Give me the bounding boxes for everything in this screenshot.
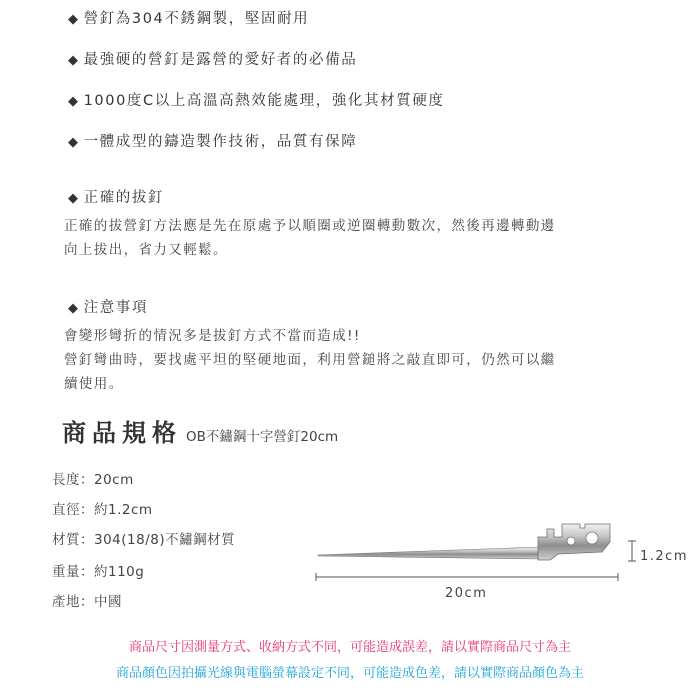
stake-icon bbox=[318, 524, 610, 560]
length-dimension-line bbox=[316, 573, 618, 581]
spec-row: 長度：20cm bbox=[52, 472, 134, 488]
spec-title: 商品規格 bbox=[62, 419, 182, 447]
diamond-bullet-icon: ◆ bbox=[68, 135, 80, 150]
color-notice: 商品顏色因拍攝光線與電腦螢幕設定不同，可能造成色差，請以實際商品顏色為主 bbox=[115, 666, 584, 681]
feature-item: ◆ 最強硬的營釘是露營的愛好者的必備品 bbox=[68, 52, 358, 68]
spec-product-name: OB不鏽鋼十字營釘20cm bbox=[186, 429, 339, 445]
removal-heading: ◆ 正確的拔釘 bbox=[68, 190, 165, 206]
spec-value: 約110g bbox=[94, 564, 145, 580]
spec-label: 材質 bbox=[52, 532, 80, 548]
notes-line: 會變形彎折的情況多是拔釘方式不當而造成!! bbox=[64, 328, 361, 344]
diamond-bullet-icon: ◆ bbox=[68, 12, 80, 27]
spec-value: 20cm bbox=[94, 472, 134, 488]
notes-line: 營釘彎曲時，要找處平坦的堅硬地面，利用營鎚將之敲直即可，仍然可以繼 bbox=[64, 352, 556, 368]
feature-item: ◆ 一體成型的鑄造製作技術，品質有保障 bbox=[68, 134, 358, 150]
spec-label: 直徑 bbox=[52, 502, 80, 518]
diamond-bullet-icon: ◆ bbox=[68, 301, 80, 316]
spec-label: 長度 bbox=[52, 472, 80, 488]
diamond-bullet-icon: ◆ bbox=[68, 53, 80, 68]
feature-item: ◆ 營釘為304不銹鋼製，堅固耐用 bbox=[68, 11, 310, 27]
notes-line: 續使用。 bbox=[64, 376, 124, 392]
spec-label: 重量 bbox=[52, 564, 80, 580]
length-label: 20cm bbox=[445, 586, 488, 601]
diameter-label: 1.2cm bbox=[640, 549, 688, 564]
diamond-bullet-icon: ◆ bbox=[68, 191, 80, 206]
removal-line: 正確的拔營釘方法應是先在原處予以順圈或逆圈轉動數次，然後再邊轉動邊 bbox=[64, 218, 556, 234]
spec-value: 中國 bbox=[94, 594, 122, 610]
diameter-bracket bbox=[628, 541, 636, 561]
spec-row: 直徑：約1.2cm bbox=[52, 502, 153, 518]
removal-line: 向上拔出，省力又輕鬆。 bbox=[64, 242, 228, 258]
notes-heading: ◆ 注意事項 bbox=[68, 300, 149, 316]
spec-value: 約1.2cm bbox=[94, 502, 153, 518]
spec-row: 重量：約110g bbox=[52, 564, 145, 580]
spec-row: 材質：304(18/8)不鏽鋼材質 bbox=[52, 532, 236, 548]
spec-label: 產地 bbox=[52, 594, 80, 610]
diamond-bullet-icon: ◆ bbox=[68, 94, 80, 109]
size-notice: 商品尺寸因測量方式、收納方式不同，可能造成誤差，請以實際商品尺寸為主 bbox=[128, 640, 571, 655]
spec-value: 304(18/8)不鏽鋼材質 bbox=[94, 532, 236, 548]
feature-item: ◆ 1000度C以上高溫高熱效能處理，強化其材質硬度 bbox=[68, 93, 445, 109]
spec-row: 產地：中國 bbox=[52, 594, 122, 610]
